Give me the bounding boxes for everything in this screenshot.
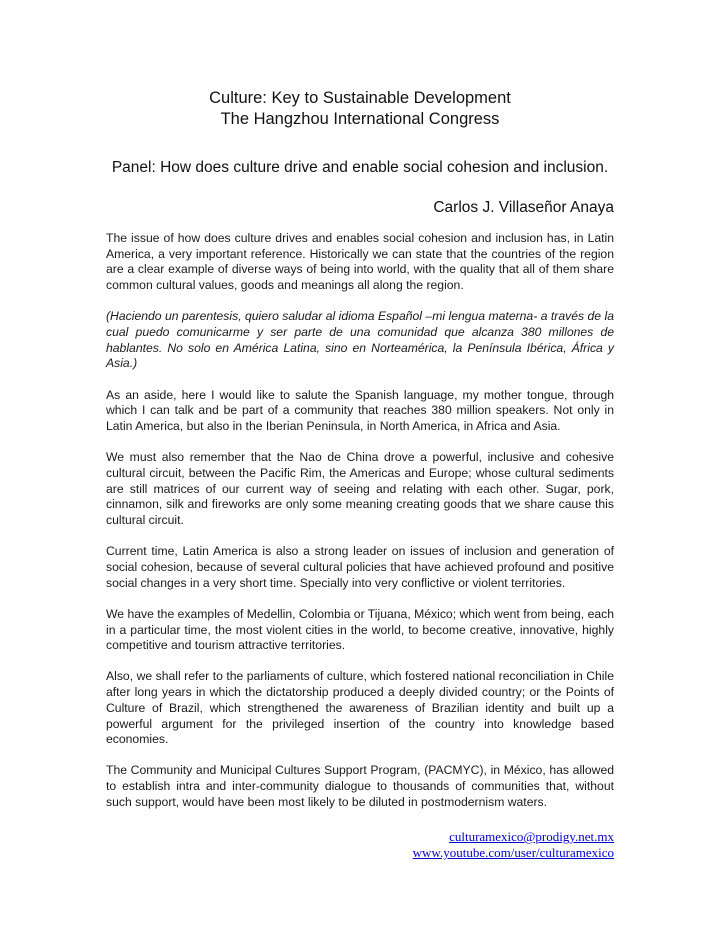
youtube-link[interactable]: www.youtube.com/user/culturamexico [412,845,614,860]
paragraph-6: We have the examples of Medellin, Colombia or Tijuana, México; which went from being, each in a particular time, the most violent cities in the world, to become creative, innovative, highly competitive and tourism attractive territories. [106,606,614,653]
paragraph-1: The issue of how does culture drives and enables social cohesion and inclusion has, in Latin America, a very important reference. Historically we can state that the countries of the region are a clear example of diverse ways of being into world, with the quality that all of them share common cultural values, goods and meanings all along the region. [106,231,614,293]
title-line-2: The Hangzhou International Congress [220,110,500,128]
title-line-1: Culture: Key to Sustainable Development [209,89,511,107]
paragraph-8: The Community and Municipal Cultures Support Program, (PACMYC), in México, has allowed to establish intra and inter-community dialogue to thousands of communities that, without such support, would have been most likely to be diluted in postmodernism waters. [106,763,614,809]
document-title [0,88,720,130]
body-text [106,231,614,826]
contact-links [413,829,614,861]
author-name: Carlos J. Villaseñor Anaya [433,199,614,216]
email-link[interactable]: culturamexico@prodigy.net.mx [449,829,614,844]
paragraph-2-spanish: (Haciendo un parentesis, quiero saludar al idioma Español –mi lengua materna- a través de la cual puedo comunicarme y ser parte de una comunidad que alcanza 380 millones de hablantes. No solo en América Latina, sino en Norteamérica, la Península Ibérica, África y Asia.) [106,309,614,371]
paragraph-4: We must also remember that the Nao de China drove a powerful, inclusive and cohesive cultural circuit, between the Pacific Rim, the Americas and Europe; whose cultural sediments are still matrices of our current way of seeing and relating with each other. Sugar, pork, cinnamon, silk and fireworks are only some meaning creating goods that we share cause this cultural circuit. [106,450,614,528]
paragraph-3: As an aside, here I would like to salute the Spanish language, my mother tongue, through which I can talk and be part of a community that reaches 380 million speakers. Not only in Latin America, but also in the Iberian Peninsula, in North America, in Africa and Asia. [106,387,614,434]
paragraph-7: Also, we shall refer to the parliaments of culture, which fostered national reconciliation in Chile after long years in which the dictatorship produced a deeply divided country; or the Points of Culture of Brazil, which strengthened the awareness of Brazilian identity and built up a powerful argument for the privileged insertion of the country into knowledge based economies. [106,669,614,747]
panel-heading: Panel: How does culture drive and enable social cohesion and inclusion. [111,159,609,176]
paragraph-5: Current time, Latin America is also a strong leader on issues of inclusion and generation of social cohesion, because of several cultural policies that have achieved profound and positive social changes in a very short time. Specially into very conflictive or violent territories. [106,544,614,590]
